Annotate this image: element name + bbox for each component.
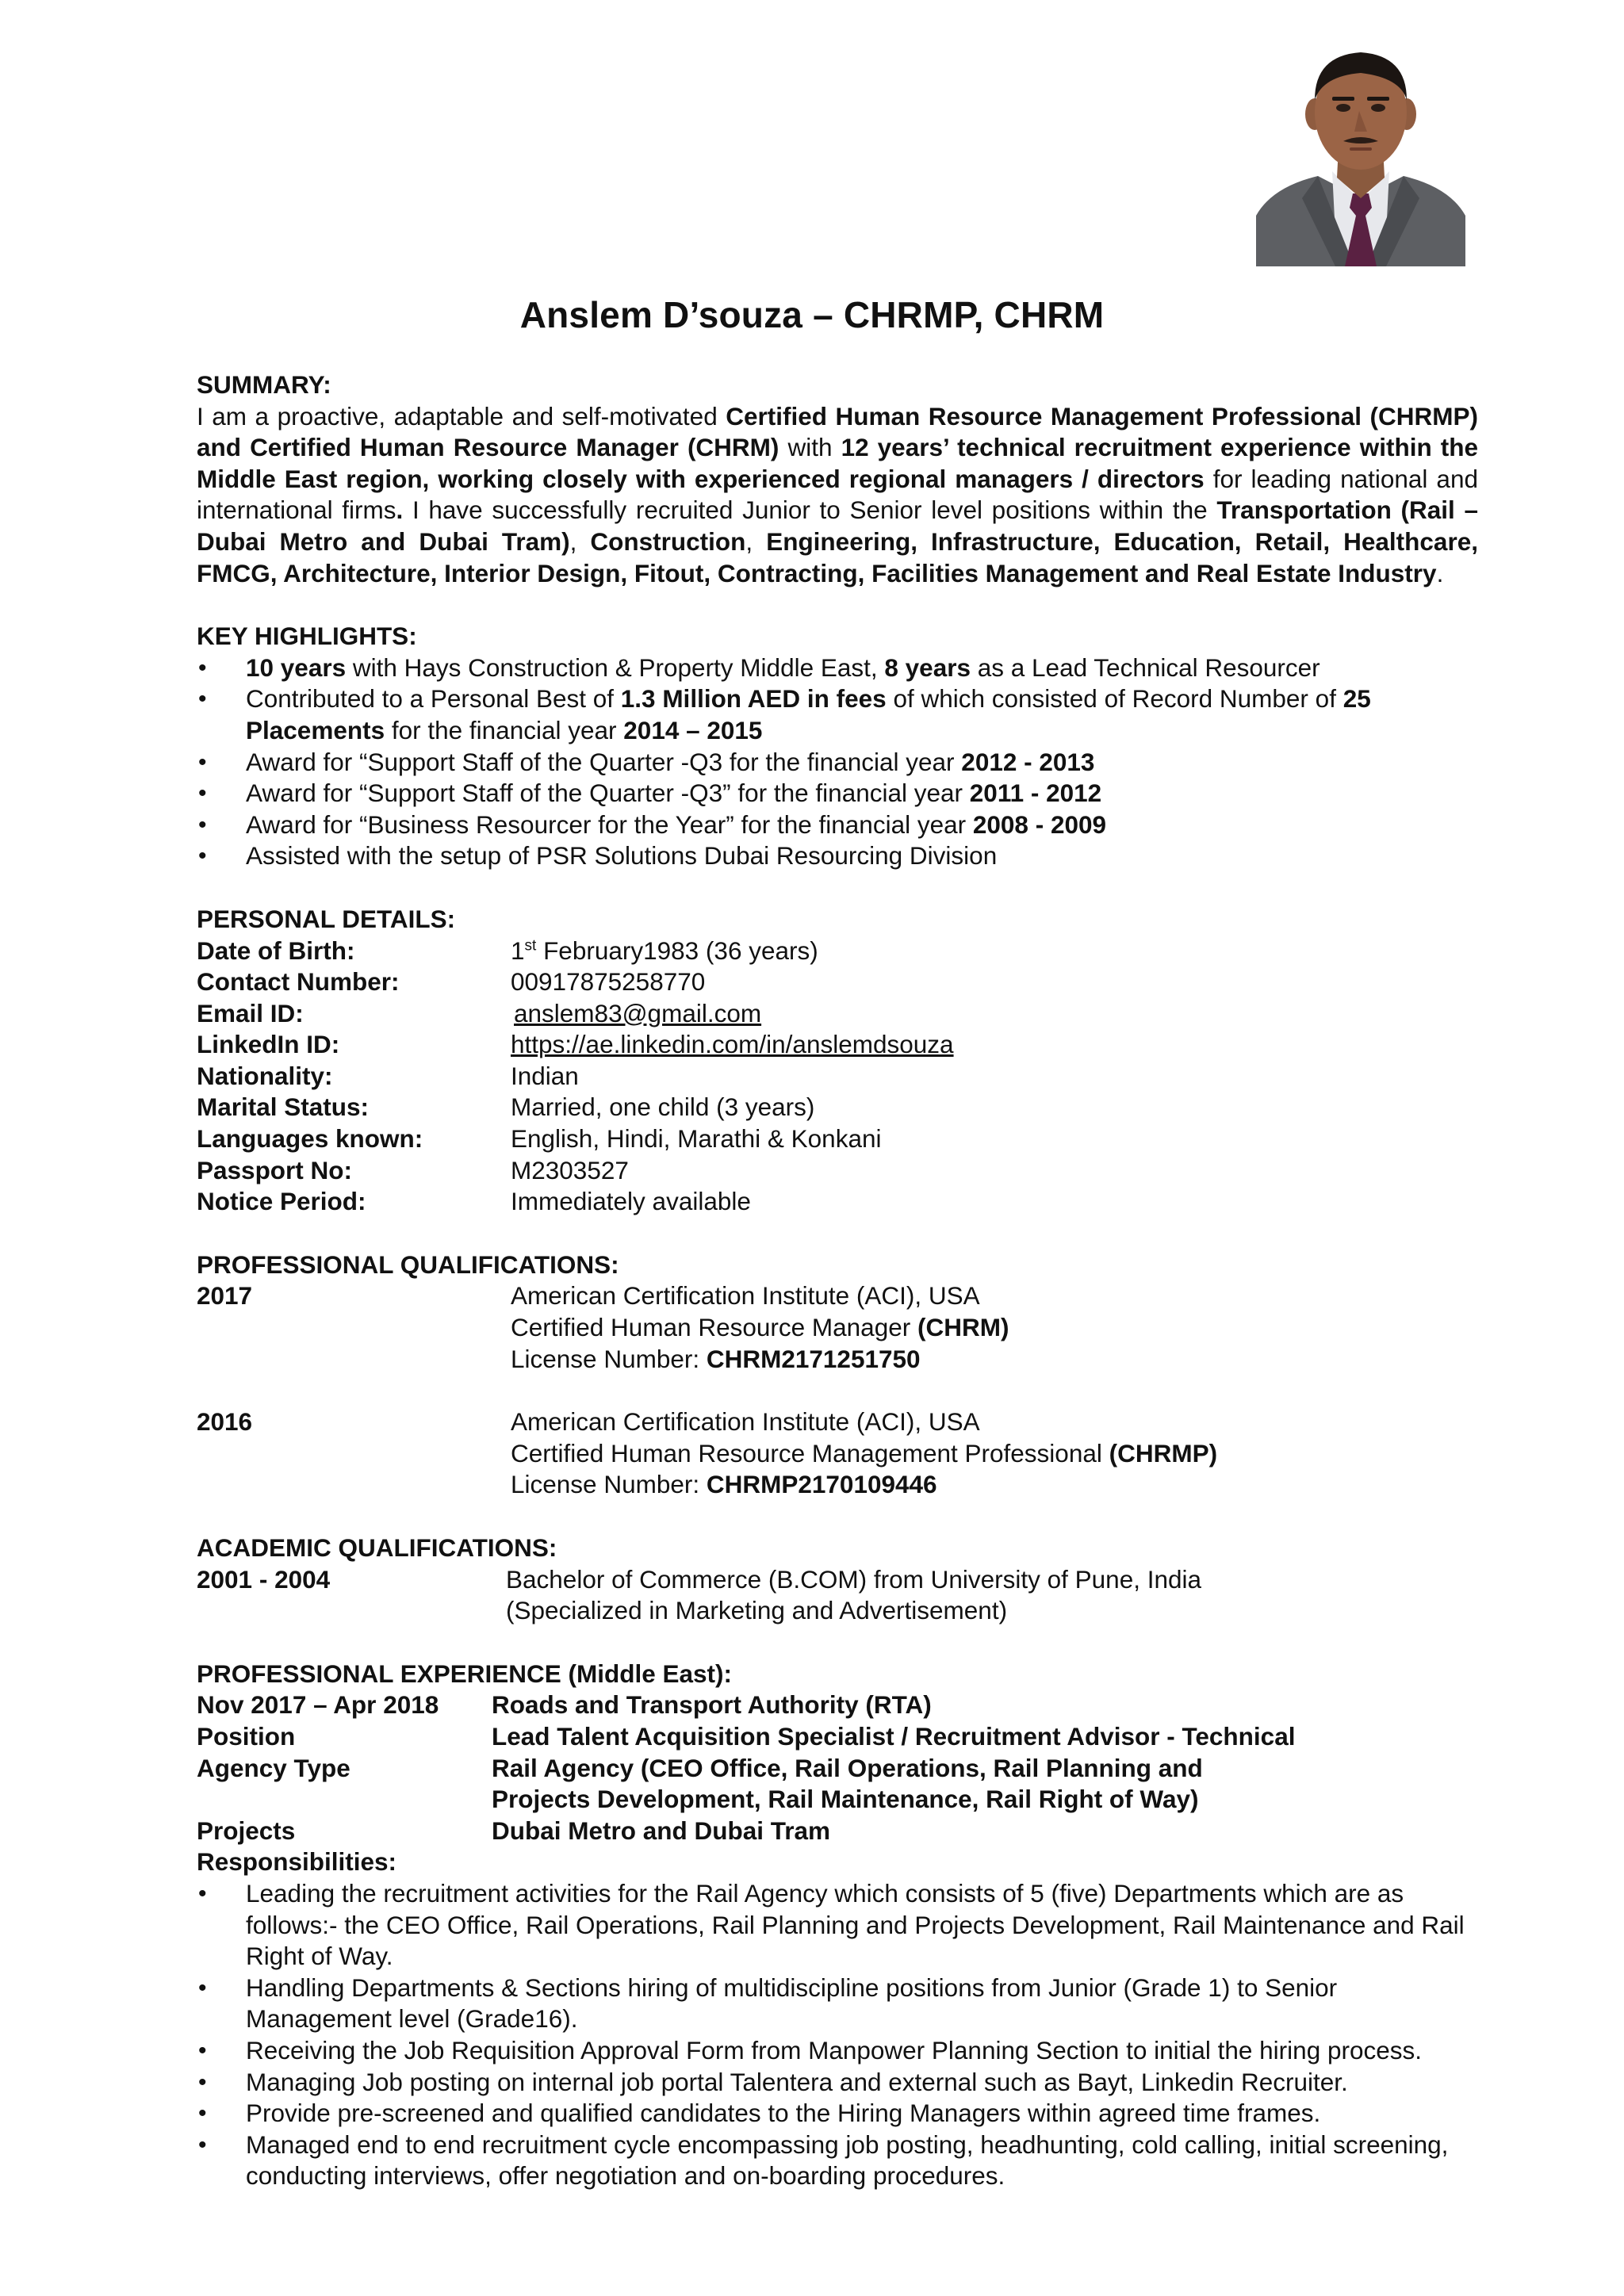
passport-value: M2303527 [511,1155,629,1184]
academic-specialization: (Specialized in Marketing and Advertisement) [506,1596,1008,1625]
languages-label: Languages known: [197,1124,423,1154]
linkedin-label: LinkedIn ID: [197,1030,340,1059]
qualification-license [511,1344,1478,1376]
list-item [197,840,1478,872]
highlight-bold: 2014 – 2015 [623,715,763,744]
highlight-text: with Hays Construction & Property Middle East, [346,652,885,682]
list-item [197,652,1478,684]
summary-paragraph [197,401,1478,590]
passport-row [197,1155,1478,1187]
experience-employer: Roads and Transport Authority (RTA) [492,1690,932,1720]
passport-label: Passport No: [197,1155,353,1184]
summary-text-3: for leading national and international firms [197,464,1478,525]
email-label: Email ID: [197,998,304,1027]
projects-label: Projects [197,1816,296,1845]
academic-years: 2001 - 2004 [197,1564,331,1594]
highlight-bold: 2012 - 2013 [961,747,1095,776]
summary-bold-6: Engineering, Infrastructure, Education, Retail, Healthcare, FMCG, Architecture, Interior Design, Fitout, Contracting, Facilities Management and Real Estate Industry [197,526,1478,587]
qualification-year: 2016 [197,1407,253,1437]
notice-value: Immediately available [511,1187,751,1216]
experience-period-row [197,1689,1478,1721]
academic-heading: ACADEMIC QUALIFICATIONS: [197,1533,557,1562]
email-row [197,998,1478,1030]
position-label: Position [197,1721,296,1751]
languages-value: English, Hindi, Marathi & Konkani [511,1124,882,1154]
agency-label: Agency Type [197,1753,350,1782]
list-item: • Provide pre-screened and qualified candidates to the Hiring Managers within agreed time frames. [197,2098,1478,2130]
highlight-bold: 25 Placements [246,684,1371,744]
qualification-title [511,1312,1478,1344]
experience-position-row [197,1721,1478,1753]
experience-period: Nov 2017 – Apr 2018 [197,1690,439,1720]
qualification-institute: American Certification Institute (ACI), USA [511,1281,980,1311]
highlight-bold: 10 years [246,652,347,682]
languages-row [197,1123,1478,1155]
agency-value-line: Projects Development, Rail Maintenance, Rail Right of Way) [492,1785,1199,1814]
dob-rest: February1983 (36 years) [536,936,818,965]
nationality-value: Indian [511,1061,579,1090]
highlights-heading: KEY HIGHLIGHTS: [197,622,417,651]
linkedin-row [197,1029,1478,1061]
prof-quals-heading: PROFESSIONAL QUALIFICATIONS: [197,1249,619,1279]
summary-bold-4: Transportation (Rail – Dubai Metro and Dubai Tram) [197,496,1478,556]
personal-heading: PERSONAL DETAILS: [197,904,456,933]
summary-text-5: , [569,526,591,556]
highlight-bold: 2008 - 2009 [972,809,1107,839]
qualification-entry [197,1280,1478,1375]
qualification-title-text: Certified Human Resource Management Professional [511,1438,1109,1468]
qualification-title-abbr: (CHRMP) [1109,1438,1218,1468]
qualification-license [511,1469,1478,1501]
list-item [197,683,1478,746]
qualification-institute: American Certification Institute (ACI), USA [511,1407,980,1437]
notice-row [197,1186,1478,1218]
highlight-text: as a Lead Technical Resourcer [971,652,1320,682]
highlights-list [197,652,1478,872]
marital-row [197,1092,1478,1123]
list-item [197,747,1478,779]
summary-text-2: with [779,433,841,462]
linkedin-link[interactable]: https://ae.linkedin.com/in/anslemdsouza [511,1030,954,1059]
summary-text-1: I am a proactive, adaptable and self-motivated [197,401,726,430]
dob-day: 1 [511,936,525,965]
experience-heading: PROFESSIONAL EXPERIENCE (Middle East): [197,1659,733,1688]
marital-label: Marital Status: [197,1093,370,1122]
experience-projects-row [197,1816,1478,1847]
dob-label: Date of Birth: [197,936,355,965]
nationality-label: Nationality: [197,1061,333,1090]
license-number: CHRM2171251750 [706,1344,921,1373]
page-title: Anslem D’souza – CHRMP, CHRM [519,294,1105,335]
email-link[interactable]: anslem83@gmail.com [514,998,762,1027]
agency-value-line: Rail Agency (CEO Office, Rail Operations, Rail Planning and [492,1753,1203,1782]
license-number: CHRMP2170109446 [706,1470,937,1499]
summary-heading: SUMMARY: [197,370,331,399]
nationality-row [197,1061,1478,1093]
qualification-year: 2017 [197,1281,253,1311]
highlight-text: Award for “Support Staff of the Quarter -Q3” for the financial year [246,779,970,808]
notice-label: Notice Period: [197,1187,366,1216]
highlight-text: Award for “Support Staff of the Quarter -Q3 for the financial year [246,747,962,776]
highlight-bold: 2011 - 2012 [969,779,1102,808]
summary-bold-2: 12 years’ technical recruitment experience within the Middle East region, working closely with experienced regional managers / directors [197,433,1478,493]
list-item: • Receiving the Job Requisition Approval Form from Manpower Planning Section to initial the hiring process. [197,2035,1478,2067]
profile-photo-image [1256,32,1465,266]
list-item: • Leading the recruitment activities for the Rail Agency which consists of 5 (five) Departments which are as follows:- the CEO Office, Rail Operations, Rail Planning and Projects Development, Rail Maintenance and Rail Right of Way. [197,1878,1478,1973]
highlight-text: Assisted with the setup of PSR Solutions Dubai Resourcing Division [246,841,998,871]
list-item [197,809,1478,841]
highlight-text: for the financial year [385,715,624,744]
contact-row [197,966,1478,998]
list-item [197,778,1478,809]
highlight-text: of which consisted of Record Number of [886,684,1343,714]
position-value: Lead Talent Acquisition Specialist / Recruitment Advisor - Technical [492,1721,1296,1751]
dob-value [511,936,1478,967]
experience-agency-row [197,1753,1478,1816]
qualification-entry [197,1406,1478,1501]
summary-text-7: . [1436,558,1444,587]
academic-degree: Bachelor of Commerce (B.COM) from University of Pune, India [506,1564,1202,1594]
list-item: • Managed end to end recruitment cycle encompassing job posting, headhunting, cold calling, initial screening, conducting interviews, offer negotiation and on-boarding procedures. [197,2130,1478,2192]
resume-content [197,369,1478,2192]
summary-bold-3: . [396,496,404,525]
summary-bold-1: Certified Human Resource Management Professional (CHRMP) and Certified Human Resource Manager (CHRM) [197,401,1478,462]
dob-suffix: st [524,937,537,954]
dob-row [197,936,1478,967]
contact-value: 00917875258770 [511,967,706,997]
academic-entry [197,1564,1478,1627]
contact-label: Contact Number: [197,967,400,997]
summary-bold-5: Construction [590,526,746,556]
qualification-title-abbr: (CHRM) [917,1313,1009,1342]
qualification-title [511,1438,1478,1470]
summary-text-4: I have successfully recruited Junior to Senior level positions within the [403,496,1217,525]
highlight-bold: 8 years [884,652,971,682]
highlight-text: Contributed to a Personal Best of [246,684,621,714]
responsibilities-list [197,1878,1478,2192]
list-item: • Managing Job posting on internal job portal Talentera and external such as Bayt, Linkedin Recruiter. [197,2067,1478,2099]
projects-value: Dubai Metro and Dubai Tram [492,1816,831,1845]
responsibilities-heading: Responsibilities: [197,1847,397,1877]
summary-text-6: , [745,526,767,556]
qualification-title-text: Certified Human Resource Manager [511,1313,917,1342]
license-label: License Number: [511,1344,707,1373]
marital-value: Married, one child (3 years) [511,1093,815,1122]
highlight-bold: 1.3 Million AED in fees [620,684,887,714]
license-label: License Number: [511,1470,707,1499]
profile-photo [1256,32,1465,266]
list-item: • Handling Departments & Sections hiring of multidiscipline positions from Junior (Grade 1) to Senior Management level (Grade16). [197,1973,1478,2035]
highlight-text: Award for “Business Resourcer for the Year” for the financial year [246,809,973,839]
